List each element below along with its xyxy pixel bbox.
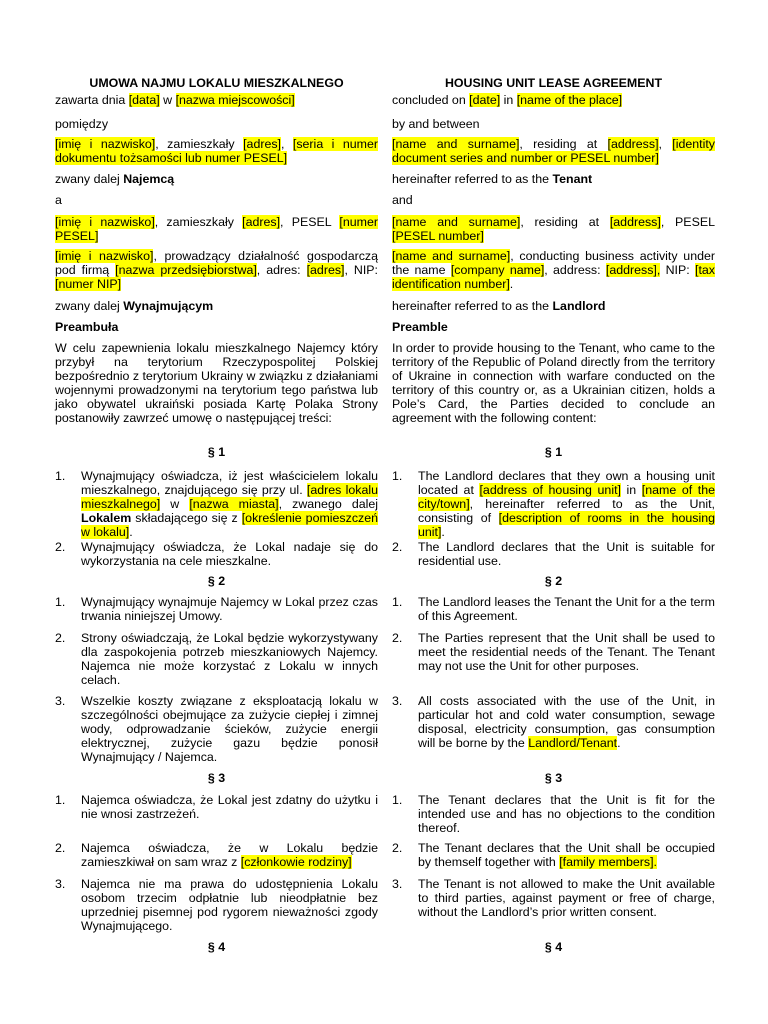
party1-pl: [imię i nazwisko], zamieszkały [adres], [seria i numer dokumentu tożsamości lub numer PESEL]: [55, 137, 379, 165]
clause-1-1-pl: 1. Wynajmujący oświadcza, iż jest właścicielem lokalu mieszkalnego, znajdującego się przy ul. [adres lokalu mieszkalnego] w [nazwa miasta], zwanego dalej Lokalem składającego się z [określenie pomieszczeń w lokalu].: [55, 469, 378, 539]
clause-3-3-pl: 3. Najemca nie ma prawa do udostępnienia Lokalu osobom trzecim odpłatnie lub nieodpłatnie bez uprzedniej pisemnej pod rygorem nieważności zgody Wynajmującego.: [55, 877, 378, 933]
preamble-pl: W celu zapewnienia lokalu mieszkalnego Najemcy który przybył na terytorium Rzeczypospolitej Polskiej bezpośrednio z terytorium Ukrainy w związku z działaniami wojennymi prowadzonymi na terytorium tego państwa lub jako obywatel ukraiński posiada Kartę Polaka Strony postanowiły zawrzeć umowę o następującej treści:: [55, 341, 378, 425]
section-1-heading-en: § 1: [544, 445, 563, 459]
clause-2-3-pl: 3. Wszelkie koszty związane z eksploatacją lokalu w szczególności obejmujące za zużycie ciepłej i zimnej wody, odprowadzanie ścieków, zużycie energii elektrycznej, zużycie gazu będzie ponosił Wynajmujący / Najemca.: [55, 694, 378, 764]
preamble-heading-en: Preamble: [392, 320, 448, 334]
title-pl: UMOWA NAJMU LOKALU MIESZKALNEGO: [89, 76, 344, 90]
section-2-heading-pl: § 2: [207, 574, 226, 588]
section-2-heading-en: § 2: [544, 574, 563, 588]
clause-2-1-pl: 1. Wynajmujący wynajmuje Najemcy w Lokal przez czas trwania niniejszej Umowy.: [55, 595, 378, 623]
preamble-en: In order to provide housing to the Tenant, who came to the territory of the Republic of Poland directly from the territory of Ukraine in connection with warfare conducted on the territory of this country or, as a Ukrainian citizen, holds a Pole’s Card, the Parties decided to conclude an agreement with the following content:: [392, 341, 715, 425]
landlord-ref-pl: zwany dalej Wynajmującym: [55, 299, 214, 313]
clause-3-1-pl: 1. Najemca oświadcza, że Lokal jest zdatny do użytku i nie wnosi zastrzeżeń.: [55, 793, 378, 821]
landlord-ref-en: hereinafter referred to as the Landlord: [392, 299, 606, 313]
preamble-heading-pl: Preambuła: [55, 320, 119, 334]
clause-3-2-pl: 2. Najemca oświadcza, że w Lokalu będzie zamieszkiwał on sam wraz z [członkowie rodziny]: [55, 841, 378, 869]
concluded-pl: zawarta dnia [data] w [nazwa miejscowości]: [55, 93, 295, 107]
between-pl: pomiędzy: [55, 117, 109, 131]
party2-en: [name and surname], residing at [address], PESEL [PESEL number]: [392, 215, 715, 243]
party1-en: [name and surname], residing at [address], [identity document series and number or PESEL number]: [392, 137, 715, 165]
concluded-en: concluded on [date] in [name of the place]: [392, 93, 623, 107]
party2b-en: [name and surname], conducting business activity under the name [company name], address: [address], NIP: [tax identification number].: [392, 249, 715, 291]
clause-1-2-pl: 2. Wynajmujący oświadcza, że Lokal nadaje się do wykorzystania na cele mieszkalne.: [55, 540, 378, 568]
clause-2-2-en: 2. The Parties represent that the Unit shall be used to meet the residential needs of the Tenant. The Tenant may not use the Unit for other purposes.: [392, 631, 715, 673]
clause-1-1-en: 1. The Landlord declares that they own a housing unit located at [address of housing unit] in [name of the city/town], hereinafter referred to as the Unit, consisting of [description of rooms in the housing unit].: [392, 469, 715, 539]
clause-2-2-pl: 2. Strony oświadczają, że Lokal będzie wykorzystywany dla zaspokojenia potrzeb mieszkaniowych Najemcy. Najemca nie może korzystać z Lokalu w innych celach.: [55, 631, 378, 687]
bilingual-lease-document: [55, 76, 715, 960]
clause-1-2-en: 2. The Landlord declares that the Unit is suitable for residential use.: [392, 540, 715, 568]
title-en: HOUSING UNIT LEASE AGREEMENT: [444, 76, 663, 90]
and-pl: a: [55, 193, 62, 207]
and-en: and: [392, 193, 413, 207]
party2b-pl: [imię i nazwisko], prowadzący działalność gospodarczą pod firmą [nazwa przedsiębiorstwa], adres: [adres], NIP: [numer NIP]: [55, 249, 378, 291]
clause-3-2-en: 2. The Tenant declares that the Unit shall be occupied by themself together with [family members].: [392, 841, 715, 869]
section-3-heading-pl: § 3: [207, 771, 226, 785]
tenant-ref-pl: zwany dalej Najemcą: [55, 172, 175, 186]
clause-2-1-en: 1. The Landlord leases the Tenant the Unit for a the term of this Agreement.: [392, 595, 715, 623]
section-3-heading-en: § 3: [544, 771, 563, 785]
section-1-heading-pl: § 1: [207, 445, 226, 459]
clause-3-3-en: 3. The Tenant is not allowed to make the Unit available to third parties, against payment or free of charge, without the Landlord’s prior written consent.: [392, 877, 715, 919]
tenant-ref-en: hereinafter referred to as the Tenant: [392, 172, 593, 186]
party2-pl: [imię i nazwisko], zamieszkały [adres], PESEL [numer PESEL]: [55, 215, 378, 243]
between-en: by and between: [392, 117, 480, 131]
clause-2-3-en: 3. All costs associated with the use of the Unit, in particular hot and cold water consumption, sewage disposal, electricity consumption, gas consumption will be borne by the Landlord/Tenant.: [392, 694, 715, 750]
section-4-heading-en: § 4: [544, 940, 563, 954]
section-4-heading-pl: § 4: [207, 940, 226, 954]
clause-3-1-en: 1. The Tenant declares that the Unit is fit for the intended use and has no objections to the condition thereof.: [392, 793, 715, 835]
